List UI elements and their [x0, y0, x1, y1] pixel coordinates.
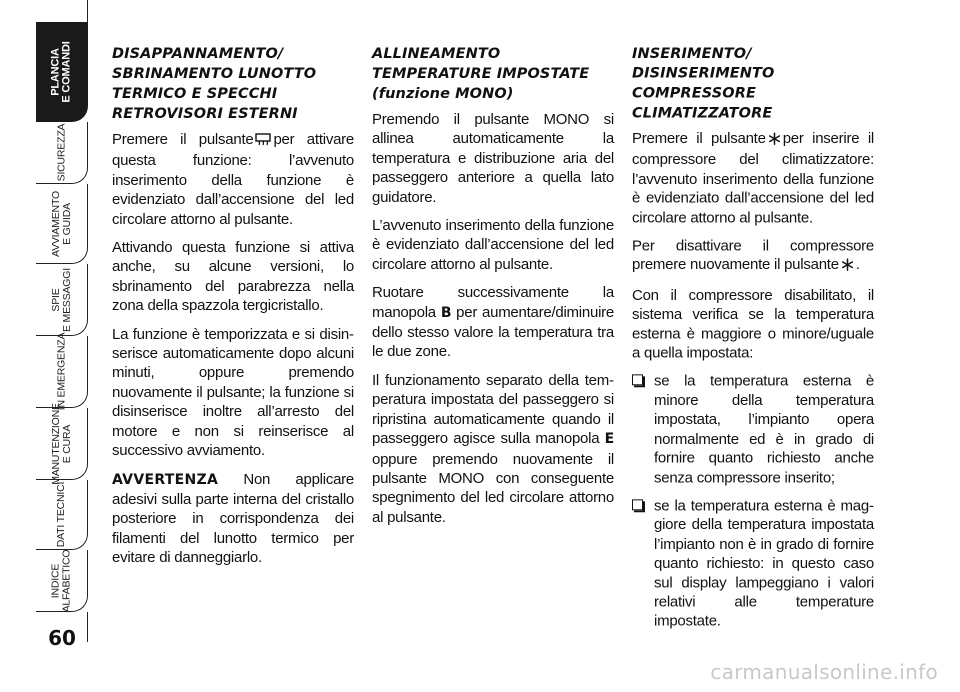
- rear-window-defrost-icon: [255, 132, 271, 151]
- tab-label: SPIE E MESSAGGI: [49, 267, 73, 332]
- warning-paragraph: AVVERTENZA Non applicare adesivi sulla parte interna del cristallo posteriore in corrispondenza dei filamenti del lunotto termico per evitare di danneggiarlo.: [112, 470, 355, 567]
- tab-strip-bottom-line: [87, 612, 88, 642]
- paragraph: L’avvenuto inserimento della funzione è evidenziato dall’accensione del led circolare attorno al pulsante.: [372, 217, 614, 273]
- page-number: 60: [48, 626, 76, 650]
- paragraph: La funzione è temporizzata e si disinserisce automaticamente dopo alcuni minuti, oppure premendo nuovamente il pulsante; la funzione si disinserisce inoltre all’arresto del motore e non si reinserisce al successivo avviamento.: [112, 325, 354, 460]
- tab-dati-tecnici[interactable]: [36, 480, 88, 550]
- section-defrost: [112, 44, 354, 577]
- list-item: se la temperatura esterna è maggiore della temperatura impostata l’impianto non è in grado di fornire quanto richiesto: in questo caso sul display lampeggiano i valori relativi alle temperature impostate.: [632, 496, 874, 631]
- checkbox-bullet-icon: [632, 375, 643, 386]
- watermark: carmanualsonline.info: [710, 660, 938, 684]
- paragraph: Premendo il pulsante MONO si allinea automaticamente la temperatura e distribuzione aria del passeggero anteriore a quella lato guidatore.: [372, 111, 614, 206]
- paragraph: Premere il pulsante per attivare questa funzione: l’avvenuto inserimento della funzione è evidenziato dall’accensione del led circolare attorno al pulsante.: [112, 131, 354, 228]
- section-heading: DISAPPANNAMENTO/ SBRINAMENTO LUNOTTO TERMICO E SPECCHI RETROVISORI ESTERNI: [112, 46, 317, 122]
- paragraph: Con il compressore disabilitato, il sistema verifica se la temperatura esterna è maggiore o minore/uguale a quella impostata:: [632, 286, 874, 362]
- paragraph: Premere il pulsante per inserire il compressore del climatizzatore: l’avvenuto inserimento della funzione è evidenziato dall’accensione del led circolare attorno al pulsante.: [632, 130, 874, 227]
- tab-label: AVVIAMENTO E GUIDA: [49, 190, 73, 257]
- tab-label: MANUTENZIONE E CURA: [49, 402, 73, 485]
- section-heading: INSERIMENTO/ DISINSERIMENTO COMPRESSORE CLIMATIZZATORE: [632, 45, 775, 122]
- checkbox-bullet-icon: [632, 499, 643, 510]
- tab-label: SICUREZZA: [55, 123, 67, 182]
- tab-avviamento-e-guida[interactable]: [36, 184, 88, 264]
- tab-indice-alfabetico[interactable]: [36, 550, 88, 612]
- tab-label: PLANCIA E COMANDI: [49, 40, 73, 103]
- section-compressor: [632, 44, 874, 640]
- list-item: se la temperatura esterna è minore della temperatura impostata, l’impianto opera normalmente ed è in grado di fornire quanto richiesto anche senza compressore inserito;: [632, 372, 874, 488]
- tab-plancia-e-comandi[interactable]: [36, 22, 88, 122]
- paragraph: Il funzionamento separato della temperatura impostata del passeggero si ripristina automaticamente quando il passeggero agisce sulla manopola E oppure premendo nuovamente il pulsante MONO con conseguente spegnimento del led circolare attorno al pulsante.: [372, 371, 614, 526]
- tab-label: INDICE ALFABETICO: [49, 549, 73, 612]
- paragraph: Attivando questa funzione si attiva anche, su alcune versioni, lo sbrinamento del parabrezza nella zona della spazzola tergicristallo.: [112, 239, 354, 315]
- paragraph: Per disattivare il compressore premere nuovamente il pulsante .: [632, 236, 874, 276]
- tab-strip-top-line: [87, 0, 88, 22]
- tab-spie-e-messaggi[interactable]: [36, 264, 88, 336]
- tab-sicurezza[interactable]: [36, 122, 88, 184]
- warning-label: AVVERTENZA: [112, 471, 219, 488]
- tab-manutenzione-e-cura[interactable]: [36, 402, 88, 485]
- tab-in-emergenza[interactable]: [36, 332, 88, 411]
- knob-b-label: B: [440, 304, 452, 321]
- section-heading: ALLINEAMENTO TEMPERATURE IMPOSTATE (funzione MONO): [372, 46, 590, 102]
- paragraph: Ruotare successivamente la manopola B per aumentare/diminuire dello stesso valore la temperatura tra le due zone.: [372, 284, 614, 361]
- chapter-tabs: [0, 0, 100, 692]
- section-mono: [372, 44, 614, 536]
- tab-label: DATI TECNICI: [55, 481, 67, 548]
- snowflake-icon: [768, 131, 781, 150]
- tab-label: IN EMERGENZA: [55, 332, 67, 411]
- knob-e-label: E: [604, 431, 614, 448]
- snowflake-icon: [841, 258, 854, 277]
